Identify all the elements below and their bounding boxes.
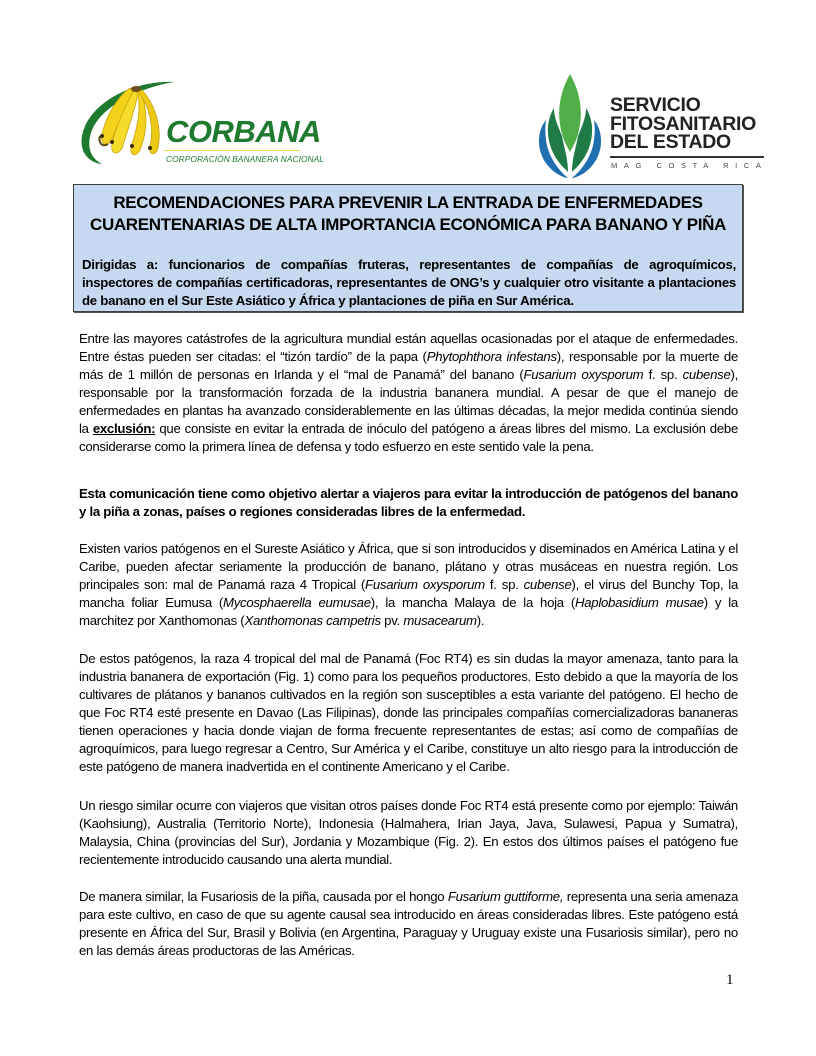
paragraph-foc-rt4: [79, 650, 738, 776]
corbana-divider: [164, 150, 300, 151]
text-run: De manera similar, la Fusariosis de la piña, causada por el hongo: [79, 889, 448, 904]
text-run: f. sp.: [484, 577, 524, 592]
audience-statement: Dirigidas a: funcionarios de compañías fruteras, representantes de compañías de agroquímicos, inspectores de compañías certificadoras, representantes de ONG’s y cualquier otro visitante a plantaciones de banano en el Sur Este Asiático y África y plantaciones de piña en Sur América.: [82, 257, 736, 308]
species-name: Fusarium guttiforme,: [447, 889, 564, 904]
text-run: Existen varios patógenos en el Sureste Asiático y África, que si son introducidos y diseminados en América Latina y el Caribe, pueden afectar seriamente la producción de banano, plátano y otras musáceas en nuestra región. Los principales son: mal de Panamá raza 4 Tropical (: [79, 541, 738, 592]
page-number: 1: [726, 972, 734, 988]
paragraph-similar-risk: [79, 797, 738, 869]
text-run: ).: [476, 613, 485, 628]
text-run: ), la mancha Malaya de la hoja (: [370, 595, 575, 610]
sfe-divider: [610, 156, 764, 158]
objective-text: Esta comunicación tiene como objetivo alertar a viajeros para evitar la introducción de patógenos del banano y la piña a zonas, países o regiones consideradas libres de la enfermedad.: [79, 486, 738, 519]
sfe-title-line1: SERVICIO: [610, 94, 701, 116]
text-run: que consiste en evitar la entrada de inóculo del patógeno a áreas libres del mismo. La exclusión debe considerarse como la primera línea de defensa y todo esfuerzo en este sentido vale la pena.: [79, 421, 739, 454]
text-run: ), el virus del Bunchy Top, la mancha foliar Eumusa (: [79, 577, 739, 610]
sfe-title-line2: FITOSANITARIO: [610, 112, 756, 135]
species-name: Fusarium oxysporum: [523, 367, 644, 382]
paragraph-intro: [79, 330, 738, 456]
species-name: Fusarium oxysporum: [365, 577, 485, 592]
similar-risk-text: Un riesgo similar ocurre con viajeros que visitan otros países donde Foc RT4 está presente como por ejemplo: Taiwán (Kaohsiung), Australia (Territorio Norte), Indonesia (Halmahera, Irian Jaya, Java, Sulawesi, Papua y Sumatra), Malaysia, China (provincias del Sur), Jordania y Mozambique (Fig. 2). En estos dos últimos países el patógeno fue recientemente introducido causando una alerta mundial.: [79, 798, 738, 867]
text-run: f. sp.: [643, 367, 683, 382]
corbana-name: CORBANA: [166, 114, 321, 149]
text-run: Entre las mayores catástrofes de la agricultura mundial están aquellas ocasionadas por el ataque de enfermedades. Entre éstas pueden ser citadas: el “tizón tardío” de la papa (: [79, 331, 738, 364]
species-name: Haplobasidium musae: [574, 595, 704, 610]
exclusion-emphasis: exclusión:: [92, 421, 156, 436]
species-name: cubense: [523, 577, 572, 592]
paragraph-pathogens: [79, 540, 738, 630]
paragraph-objective: [79, 485, 738, 521]
title-box: [73, 184, 743, 312]
text-run: pv.: [380, 613, 404, 628]
corbana-logo: [78, 78, 324, 170]
species-name: musacearum: [403, 613, 477, 628]
species-name: cubense: [682, 367, 731, 382]
corbana-subtitle: CORPORACIÓN BANANERA NACIONAL: [166, 154, 324, 164]
document-title-line2: CUARENTENARIAS DE ALTA IMPORTANCIA ECONÓMICA PARA BANANO Y PIÑA: [90, 215, 726, 234]
banana-bunch-icon: [78, 78, 178, 170]
text-run: ), responsable por la transformación forzada de la industria bananera mundial. A pesar de que el manejo de enfermedades en plantas ha avanzado considerablemente en las últimas décadas, la mejor medida continúa siendo la: [79, 367, 739, 436]
leaf-drop-icon: [534, 72, 606, 182]
document-title: [74, 192, 742, 236]
sfe-title: [610, 96, 756, 152]
sfe-subtitle: MAG COSTA RICA: [611, 161, 768, 170]
text-run: ) y la marchitez por Xanthomonas (: [79, 595, 738, 628]
paragraph-pineapple: [79, 888, 738, 960]
species-name: Xanthomonas campetris: [244, 613, 381, 628]
sfe-title-line3: DEL ESTADO: [610, 131, 731, 153]
document-title-line1: RECOMENDACIONES PARA PREVENIR LA ENTRADA DE ENFERMEDADES: [113, 193, 703, 212]
species-name: Mycosphaerella eumusae: [223, 595, 371, 610]
text-run: representa una seria amenaza para este cultivo, en caso de que su agente causal sea introducido en áreas consideradas libres. Este patógeno está presente en África del Sur, Brasil y Bolivia (en Argentina, Paraguay y Uruguay existe una Fusariosis similar), pero no en las demás áreas productoras de las Américas.: [79, 889, 739, 958]
text-run: ), responsable por la muerte de más de 1 millón de personas en Irlanda y el “mal de Panamá” del banano (: [79, 349, 738, 382]
foc-rt4-text: De estos patógenos, la raza 4 tropical del mal de Panamá (Foc RT4) es sin dudas la mayor amenaza, tanto para la industria bananera de exportación (Fig. 1) como para los pequeños productores. Esto debido a que la mayoría de los cultivares de plátanos y bananos cultivados en la región son susceptibles a esta variante del patógeno. El hecho de que Foc RT4 esté presente en Davao (Las Filipinas), donde las principales compañías comercializadoras bananeras tienen operaciones y hacia donde viajan de forma frecuente representantes de estas; así como de compañías de agroquímicos, para luego regresar a Centro, Sur América y el Caribe, constituye un alto riesgo para la introducción de este patógeno de manera inadvertida en el continente Americano y el Caribe.: [79, 651, 738, 774]
species-name: Phytophthora infestans: [426, 349, 557, 364]
sfe-logo: [534, 72, 768, 182]
